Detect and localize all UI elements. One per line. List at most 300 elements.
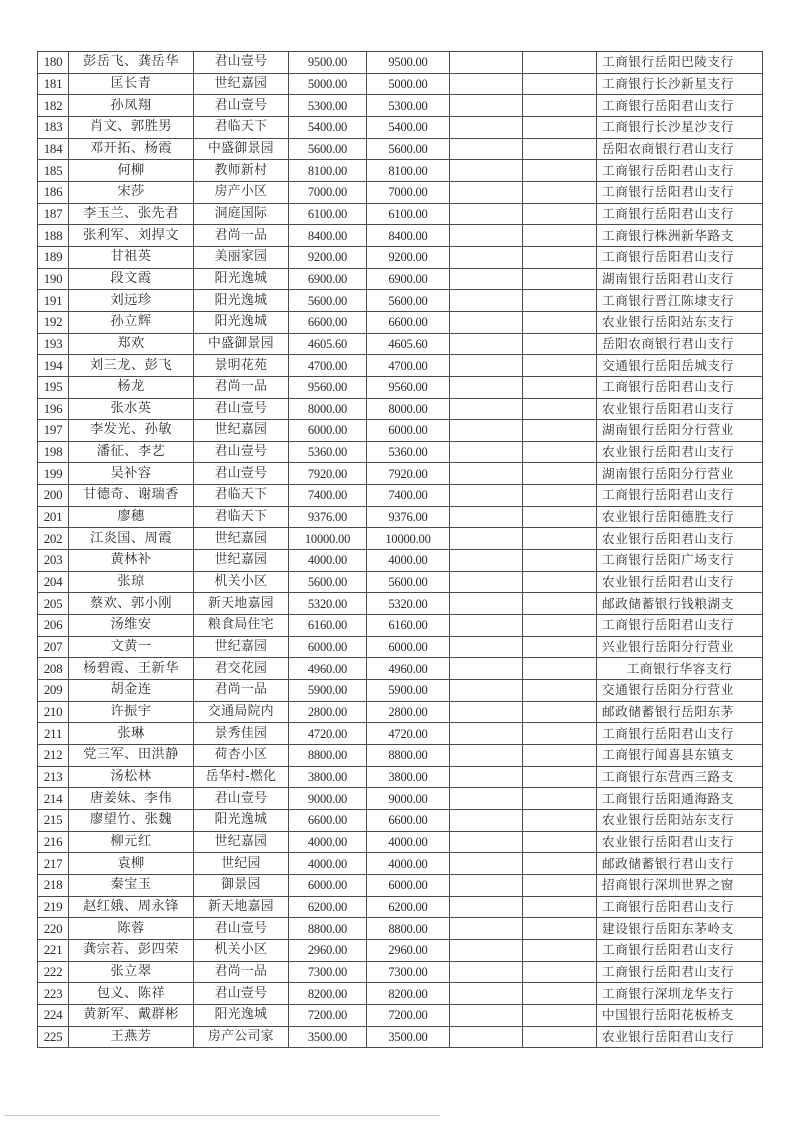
row-number-cell: 195 [38,376,69,398]
blank-cell [450,160,523,182]
blank-cell [450,485,523,507]
name-cell: 汤松林 [69,766,194,788]
row-number-cell: 207 [38,636,69,658]
amount-cell: 6000.00 [289,874,367,896]
amount-cell: 4960.00 [289,658,367,680]
blank-cell [523,95,597,117]
community-cell: 君临天下 [194,485,289,507]
amount-cell: 6600.00 [289,311,367,333]
name-cell: 段文霞 [69,268,194,290]
community-cell: 君交花园 [194,658,289,680]
bank-cell: 工商银行株洲新华路支 [597,225,763,247]
blank-cell [450,506,523,528]
table-body [38,52,763,1048]
blank-cell [523,636,597,658]
blank-cell [450,420,523,442]
amount-confirmed-cell: 8800.00 [367,918,450,940]
community-cell: 景秀佳园 [194,723,289,745]
blank-cell [450,333,523,355]
name-cell: 赵红娥、周永锋 [69,896,194,918]
table-row [38,506,763,528]
bank-cell: 农业银行岳阳君山支行 [597,398,763,420]
row-number-cell: 181 [38,73,69,95]
blank-cell [450,939,523,961]
bank-cell: 兴业银行岳阳分行营业 [597,636,763,658]
table-row [38,788,763,810]
table-row [38,95,763,117]
blank-cell [523,485,597,507]
name-cell: 李发光、孙敏 [69,420,194,442]
blank-cell [450,311,523,333]
name-cell: 宋莎 [69,181,194,203]
amount-confirmed-cell: 3500.00 [367,1026,450,1048]
community-cell: 世纪园 [194,853,289,875]
bank-cell: 工商银行岳阳君山支行 [597,896,763,918]
bank-cell: 农业银行岳阳站东支行 [597,311,763,333]
blank-cell [450,268,523,290]
amount-confirmed-cell: 3800.00 [367,766,450,788]
blank-cell [523,680,597,702]
table-row [38,333,763,355]
amount-confirmed-cell: 4720.00 [367,723,450,745]
row-number-cell: 211 [38,723,69,745]
bank-cell: 农业银行岳阳君山支行 [597,571,763,593]
row-number-cell: 212 [38,745,69,767]
table-row [38,528,763,550]
blank-cell [450,225,523,247]
amount-cell: 8400.00 [289,225,367,247]
blank-cell [450,658,523,680]
blank-cell [523,853,597,875]
amount-confirmed-cell: 5300.00 [367,95,450,117]
row-number-cell: 202 [38,528,69,550]
amount-confirmed-cell: 10000.00 [367,528,450,550]
amount-cell: 4000.00 [289,831,367,853]
community-cell: 世纪嘉园 [194,528,289,550]
amount-confirmed-cell: 5360.00 [367,441,450,463]
blank-cell [523,723,597,745]
table-row [38,420,763,442]
blank-cell [450,896,523,918]
row-number-cell: 210 [38,701,69,723]
row-number-cell: 184 [38,138,69,160]
amount-confirmed-cell: 9200.00 [367,246,450,268]
community-cell: 荷杏小区 [194,745,289,767]
name-cell: 包义、陈祥 [69,983,194,1005]
blank-cell [450,593,523,615]
amount-confirmed-cell: 5600.00 [367,290,450,312]
community-cell: 阳光逸城 [194,1004,289,1026]
community-cell: 君山壹号 [194,463,289,485]
blank-cell [450,441,523,463]
blank-cell [523,528,597,550]
name-cell: 孙凤翔 [69,95,194,117]
table-row [38,723,763,745]
row-number-cell: 196 [38,398,69,420]
blank-cell [450,528,523,550]
amount-confirmed-cell: 6600.00 [367,809,450,831]
name-cell: 廖穗 [69,506,194,528]
name-cell: 刘远珍 [69,290,194,312]
community-cell: 洞庭国际 [194,203,289,225]
amount-cell: 5400.00 [289,116,367,138]
table-row [38,593,763,615]
bank-cell: 工商银行岳阳君山支行 [597,246,763,268]
bank-cell: 农业银行岳阳君山支行 [597,441,763,463]
blank-cell [450,983,523,1005]
name-cell: 陈蓉 [69,918,194,940]
amount-confirmed-cell: 7300.00 [367,961,450,983]
name-cell: 张水英 [69,398,194,420]
amount-cell: 5600.00 [289,290,367,312]
name-cell: 胡金连 [69,680,194,702]
bank-cell: 交通银行岳阳分行营业 [597,680,763,702]
community-cell: 君临天下 [194,116,289,138]
table-row [38,73,763,95]
amount-confirmed-cell: 8000.00 [367,398,450,420]
table-row [38,961,763,983]
bank-cell: 邮政储蓄银行钱粮湖支 [597,593,763,615]
amount-confirmed-cell: 4000.00 [367,831,450,853]
bank-cell: 农业银行岳阳君山支行 [597,831,763,853]
amount-confirmed-cell: 9560.00 [367,376,450,398]
blank-cell [450,571,523,593]
community-cell: 御景园 [194,874,289,896]
amount-cell: 6160.00 [289,615,367,637]
table-row [38,398,763,420]
table-row [38,311,763,333]
amount-confirmed-cell: 9376.00 [367,506,450,528]
blank-cell [523,831,597,853]
name-cell: 龚宗若、彭四荣 [69,939,194,961]
subsidy-table [37,51,763,1048]
amount-confirmed-cell: 5400.00 [367,116,450,138]
amount-confirmed-cell: 4960.00 [367,658,450,680]
blank-cell [523,1026,597,1048]
name-cell: 彭岳飞、龚岳华 [69,52,194,74]
blank-cell [523,506,597,528]
table-row [38,831,763,853]
blank-cell [450,918,523,940]
blank-cell [450,809,523,831]
amount-confirmed-cell: 4000.00 [367,853,450,875]
blank-cell [450,723,523,745]
table-row [38,658,763,680]
blank-cell [523,874,597,896]
bank-cell: 工商银行岳阳君山支行 [597,615,763,637]
blank-cell [523,181,597,203]
amount-cell: 9200.00 [289,246,367,268]
amount-cell: 8000.00 [289,398,367,420]
blank-cell [523,615,597,637]
blank-cell [450,116,523,138]
row-number-cell: 186 [38,181,69,203]
table-row [38,181,763,203]
table-row [38,1004,763,1026]
blank-cell [523,203,597,225]
name-cell: 文黄一 [69,636,194,658]
row-number-cell: 216 [38,831,69,853]
table-row [38,376,763,398]
row-number-cell: 222 [38,961,69,983]
bank-cell: 招商银行深圳世界之窗 [597,874,763,896]
amount-confirmed-cell: 2800.00 [367,701,450,723]
blank-cell [523,441,597,463]
blank-cell [523,809,597,831]
name-cell: 郑欢 [69,333,194,355]
name-cell: 张立翠 [69,961,194,983]
amount-cell: 6900.00 [289,268,367,290]
blank-cell [450,95,523,117]
amount-confirmed-cell: 4700.00 [367,355,450,377]
amount-confirmed-cell: 9000.00 [367,788,450,810]
community-cell: 阳光逸城 [194,268,289,290]
table-row [38,766,763,788]
amount-cell: 7400.00 [289,485,367,507]
community-cell: 交通局院内 [194,701,289,723]
bank-cell: 农业银行岳阳君山支行 [597,528,763,550]
bank-cell: 农业银行岳阳君山支行 [597,1026,763,1048]
bank-cell: 工商银行岳阳君山支行 [597,485,763,507]
bank-cell: 工商银行长沙星沙支行 [597,116,763,138]
blank-cell [523,593,597,615]
amount-cell: 5320.00 [289,593,367,615]
amount-cell: 4000.00 [289,853,367,875]
bank-cell: 工商银行岳阳广场支行 [597,550,763,572]
amount-cell: 7920.00 [289,463,367,485]
community-cell: 房产公司家 [194,1026,289,1048]
amount-cell: 8200.00 [289,983,367,1005]
blank-cell [450,52,523,74]
bank-cell: 工商银行华容支行 [597,658,763,680]
community-cell: 君尚一品 [194,680,289,702]
row-number-cell: 223 [38,983,69,1005]
name-cell: 袁柳 [69,853,194,875]
blank-cell [450,550,523,572]
blank-cell [523,398,597,420]
name-cell: 匡长青 [69,73,194,95]
blank-cell [523,961,597,983]
table-row [38,463,763,485]
row-number-cell: 214 [38,788,69,810]
name-cell: 许振宇 [69,701,194,723]
amount-cell: 5600.00 [289,138,367,160]
bank-cell: 建设银行岳阳东茅岭支 [597,918,763,940]
amount-confirmed-cell: 5600.00 [367,571,450,593]
row-number-cell: 183 [38,116,69,138]
community-cell: 君山壹号 [194,788,289,810]
blank-cell [523,420,597,442]
blank-cell [523,52,597,74]
blank-cell [523,333,597,355]
blank-cell [523,701,597,723]
community-cell: 机关小区 [194,571,289,593]
table-row [38,441,763,463]
amount-confirmed-cell: 8100.00 [367,160,450,182]
amount-confirmed-cell: 2960.00 [367,939,450,961]
bank-cell: 岳阳农商银行君山支行 [597,333,763,355]
blank-cell [450,463,523,485]
bank-cell: 岳阳农商银行君山支行 [597,138,763,160]
blank-cell [450,701,523,723]
row-number-cell: 209 [38,680,69,702]
row-number-cell: 225 [38,1026,69,1048]
row-number-cell: 206 [38,615,69,637]
bank-cell: 工商银行岳阳君山支行 [597,95,763,117]
amount-cell: 9000.00 [289,788,367,810]
row-number-cell: 224 [38,1004,69,1026]
blank-cell [450,138,523,160]
amount-cell: 6000.00 [289,420,367,442]
blank-cell [450,290,523,312]
community-cell: 君山壹号 [194,398,289,420]
community-cell: 君山壹号 [194,983,289,1005]
amount-confirmed-cell: 6160.00 [367,615,450,637]
name-cell: 潘征、李艺 [69,441,194,463]
bank-cell: 工商银行岳阳君山支行 [597,723,763,745]
amount-confirmed-cell: 5000.00 [367,73,450,95]
amount-confirmed-cell: 7200.00 [367,1004,450,1026]
blank-cell [450,1026,523,1048]
bank-cell: 工商银行岳阳君山支行 [597,181,763,203]
community-cell: 君尚一品 [194,225,289,247]
table-row [38,52,763,74]
amount-cell: 3800.00 [289,766,367,788]
amount-cell: 2800.00 [289,701,367,723]
amount-cell: 6200.00 [289,896,367,918]
row-number-cell: 221 [38,939,69,961]
table-row [38,355,763,377]
community-cell: 君山壹号 [194,918,289,940]
row-number-cell: 185 [38,160,69,182]
blank-cell [450,73,523,95]
row-number-cell: 182 [38,95,69,117]
blank-cell [523,246,597,268]
community-cell: 美丽家园 [194,246,289,268]
bank-cell: 工商银行岳阳巴陵支行 [597,52,763,74]
blank-cell [523,268,597,290]
amount-cell: 6100.00 [289,203,367,225]
community-cell: 君山壹号 [194,95,289,117]
blank-cell [450,874,523,896]
name-cell: 秦宝玉 [69,874,194,896]
blank-cell [450,831,523,853]
blank-cell [523,225,597,247]
bank-cell: 邮政储蓄银行君山支行 [597,853,763,875]
blank-cell [450,246,523,268]
amount-cell: 7200.00 [289,1004,367,1026]
amount-cell: 5900.00 [289,680,367,702]
blank-cell [450,1004,523,1026]
name-cell: 黄林补 [69,550,194,572]
community-cell: 世纪嘉园 [194,420,289,442]
community-cell: 君尚一品 [194,376,289,398]
bank-cell: 农业银行岳阳德胜支行 [597,506,763,528]
row-number-cell: 199 [38,463,69,485]
community-cell: 粮食局住宅 [194,615,289,637]
name-cell: 邓开拓、杨霞 [69,138,194,160]
blank-cell [523,939,597,961]
page-bottom-rule [4,1115,440,1116]
amount-confirmed-cell: 6000.00 [367,420,450,442]
blank-cell [523,376,597,398]
table-row [38,203,763,225]
bank-cell: 工商银行岳阳通海路支 [597,788,763,810]
amount-cell: 9500.00 [289,52,367,74]
amount-cell: 9560.00 [289,376,367,398]
blank-cell [450,355,523,377]
name-cell: 柳元红 [69,831,194,853]
amount-cell: 4720.00 [289,723,367,745]
name-cell: 甘祖英 [69,246,194,268]
row-number-cell: 193 [38,333,69,355]
row-number-cell: 217 [38,853,69,875]
amount-cell: 4000.00 [289,550,367,572]
table-row [38,550,763,572]
community-cell: 机关小区 [194,939,289,961]
amount-cell: 5300.00 [289,95,367,117]
name-cell: 廖望竹、张魏 [69,809,194,831]
table-row [38,268,763,290]
table-row [38,701,763,723]
table-row [38,918,763,940]
row-number-cell: 200 [38,485,69,507]
amount-confirmed-cell: 5900.00 [367,680,450,702]
table-row [38,983,763,1005]
blank-cell [450,853,523,875]
blank-cell [523,896,597,918]
community-cell: 景明花苑 [194,355,289,377]
name-cell: 汤维安 [69,615,194,637]
amount-cell: 8100.00 [289,160,367,182]
amount-confirmed-cell: 7400.00 [367,485,450,507]
bank-cell: 湖南银行岳阳分行营业 [597,463,763,485]
row-number-cell: 208 [38,658,69,680]
blank-cell [523,550,597,572]
bank-cell: 工商银行岳阳君山支行 [597,203,763,225]
table-row [38,939,763,961]
bank-cell: 工商银行晋江陈埭支行 [597,290,763,312]
table-row [38,290,763,312]
blank-cell [450,788,523,810]
name-cell: 甘德奇、谢瑞香 [69,485,194,507]
bank-cell: 工商银行深圳龙华支行 [597,983,763,1005]
name-cell: 张琳 [69,723,194,745]
amount-cell: 5360.00 [289,441,367,463]
blank-cell [450,961,523,983]
blank-cell [450,203,523,225]
amount-confirmed-cell: 4605.60 [367,333,450,355]
amount-cell: 5600.00 [289,571,367,593]
name-cell: 杨碧霞、王新华 [69,658,194,680]
name-cell: 刘三龙、彭飞 [69,355,194,377]
amount-cell: 7300.00 [289,961,367,983]
community-cell: 阳光逸城 [194,311,289,333]
blank-cell [450,745,523,767]
table-row [38,636,763,658]
bank-cell: 交通银行岳阳岳城支行 [597,355,763,377]
community-cell: 世纪嘉园 [194,73,289,95]
amount-confirmed-cell: 4000.00 [367,550,450,572]
amount-cell: 2960.00 [289,939,367,961]
blank-cell [450,680,523,702]
amount-cell: 3500.00 [289,1026,367,1048]
row-number-cell: 188 [38,225,69,247]
bank-cell: 工商银行长沙新星支行 [597,73,763,95]
blank-cell [450,376,523,398]
community-cell: 房产小区 [194,181,289,203]
blank-cell [450,615,523,637]
